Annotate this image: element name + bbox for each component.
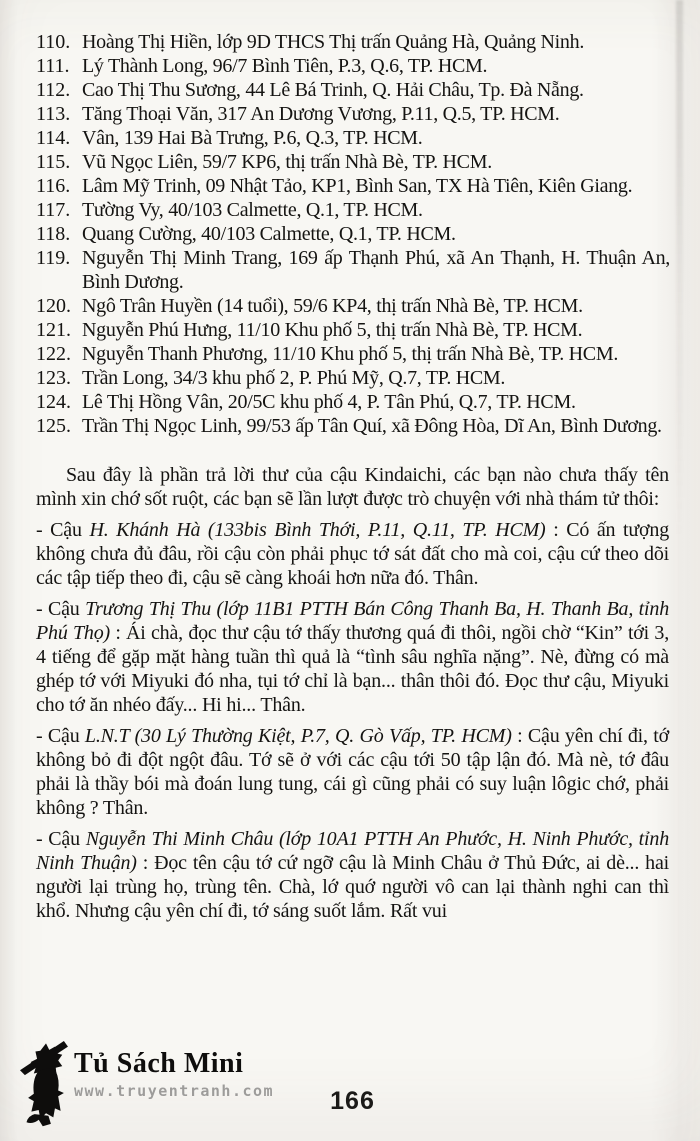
list-item-text: Vũ Ngọc Liên, 59/7 KP6, thị trấn Nhà Bè, TP. HCM. (82, 151, 492, 173)
list-item-text: Vân, 139 Hai Bà Trưng, P.6, Q.3, TP. HCM. (82, 127, 423, 149)
reply-body: : Đọc tên cậu tớ cứ ngỡ cậu là Minh Châu ở Thủ Đức, ai dè... hai người lại trùng họ, trùng tên. Chà, lớ quớ người vô can lại thành nghi can thì khổ. Nhưng cậu yên chí đi, tớ sáng suốt lắm. Rất vui (36, 852, 669, 922)
list-item (36, 366, 670, 390)
list-item (36, 414, 670, 438)
reply-prefix: - Cậu (36, 519, 90, 541)
list-item (36, 390, 670, 414)
reply-sender-name: L.N.T (30 Lý Thường Kiệt, P.7, Q. Gò Vấp, TP. HCM) (84, 725, 512, 747)
list-item-text: Lê Thị Hồng Vân, 20/5C khu phố 4, P. Tân Phú, Q.7, TP. HCM. (82, 391, 576, 413)
reply-prefix: - Cậu (36, 598, 86, 620)
reader-address-list (0, 0, 700, 438)
scan-artifact-streak (676, 0, 683, 540)
reply-sender-name: Trương Thị Thu (lớp 11B1 PTTH Bán Công Thanh Ba, H. Thanh Ba, tỉnh Phú Thọ) (36, 598, 669, 644)
reply-sender-name: H. Khánh Hà (133bis Bình Thới, P.11, Q.11, TP. HCM) (89, 519, 546, 541)
list-item (36, 78, 670, 102)
list-item (36, 294, 670, 318)
reply-prefix: - Cậu (36, 725, 85, 747)
reply-body: : Cậu yên chí đi, tớ không bỏ đi đột ngột đâu. Tớ sẽ ở với các cậu tới 50 tập lận đó. Mà nè, tớ đâu phải là thầy bói mà đoán lung tung, cái gì cũng phải có suy luận lôgic chớ, phải không ? Thân. (36, 725, 669, 819)
list-item-number: 118. (36, 223, 71, 245)
list-item-text: Trần Thị Ngọc Linh, 99/53 ấp Tân Quí, xã Đông Hòa, Dĩ An, Bình Dương. (82, 415, 662, 437)
reply-paragraph (36, 827, 669, 923)
list-item-number: 112. (36, 79, 71, 101)
page-number: 166 (330, 1087, 375, 1115)
list-item-number: 111. (36, 55, 70, 77)
list-item-number: 120. (36, 295, 71, 317)
list-item-number: 125. (36, 415, 71, 437)
list-item-text: Ngô Trân Huyền (14 tuổi), 59/6 KP4, thị trấn Nhà Bè, TP. HCM. (82, 295, 583, 317)
list-item-number: 121. (36, 319, 71, 341)
list-item-number: 110. (36, 31, 71, 53)
list-item-text: Quang Cường, 40/103 Calmette, Q.1, TP. HCM. (82, 223, 456, 245)
list-item-text: Cao Thị Thu Sương, 44 Lê Bá Trinh, Q. Hải Châu, Tp. Đà Nẵng. (82, 79, 584, 101)
intro-paragraph: Sau đây là phần trả lời thư của cậu Kindaichi, các bạn nào chưa thấy tên mình xin chớ sốt ruột, các bạn sẽ lần lượt được trò chuyện với nhà thám tử thôi: (36, 464, 669, 510)
list-item-text: Lý Thành Long, 96/7 Bình Tiên, P.3, Q.6, TP. HCM. (82, 55, 488, 77)
reply-paragraph (36, 518, 669, 590)
list-item-number: 123. (36, 367, 71, 389)
list-item-number: 113. (36, 103, 71, 125)
list-item-text: Tường Vy, 40/103 Calmette, Q.1, TP. HCM. (82, 199, 423, 221)
publisher-logo (20, 1034, 274, 1137)
list-item-number: 115. (36, 151, 71, 173)
list-item-number: 124. (36, 391, 71, 413)
list-item-text: Nguyễn Thanh Phương, 11/10 Khu phố 5, thị trấn Nhà Bè, TP. HCM. (82, 343, 619, 365)
list-item-text: Nguyễn Thị Minh Trang, 169 ấp Thạnh Phú, xã An Thạnh, H. Thuận An, Bình Dương. (82, 247, 670, 293)
list-item (36, 222, 670, 246)
list-item (36, 102, 670, 126)
reply-paragraph (36, 597, 669, 717)
website-url: www.truyentranh.com (74, 1082, 275, 1100)
list-item (36, 30, 670, 54)
list-item-text: Hoàng Thị Hiền, lớp 9D THCS Thị trấn Quảng Hà, Quảng Ninh. (82, 31, 585, 53)
list-item-number: 119. (36, 247, 71, 269)
brand-name: Tủ Sách Mini (74, 1048, 244, 1079)
reply-body: : Ái chà, đọc thư cậu tớ thấy thương quá đi thôi, ngồi chờ “Kin” tới 3, 4 tiếng để gặp mặt hàng tuần thì quả là “tình sâu nghĩa nặng”. Nè, đừng có mà ghép tớ với Miyuki đó nha, tụi tớ chỉ là bạn... thân thôi đó. Đọc thư cậu, Miyuki cho tớ ăn nhéo đấy... Hi hi... Thân. (36, 622, 669, 716)
list-item (36, 342, 670, 366)
list-item (36, 150, 670, 174)
list-item-text: Tăng Thoại Văn, 317 An Dương Vương, P.11, Q.5, TP. HCM. (82, 103, 560, 125)
reply-prefix: - Cậu (36, 828, 86, 850)
list-item-text: Nguyễn Phú Hưng, 11/10 Khu phố 5, thị trấn Nhà Bè, TP. HCM. (82, 319, 583, 341)
list-item (36, 126, 670, 150)
list-item-text: Lâm Mỹ Trinh, 09 Nhật Tảo, KP1, Bình San, TX Hà Tiên, Kiên Giang. (82, 175, 633, 197)
list-item-number: 116. (36, 175, 71, 197)
list-item (36, 318, 670, 342)
list-item (36, 54, 670, 78)
replies-section (0, 518, 700, 923)
reply-body: : Có ấn tượng không chưa đủ đâu, rồi cậu còn phải phục tớ sát đất cho mà coi, cậu cứ theo dõi các tập tiếp theo đi, cậu sẽ càng khoái hơn nữa đó. Thân. (36, 519, 670, 589)
list-item (36, 246, 670, 294)
reply-sender-name: Nguyễn Thi Minh Châu (lớp 10A1 PTTH An Phước, H. Ninh Phước, tỉnh Ninh Thuận) (36, 828, 669, 874)
list-item-number: 117. (36, 199, 71, 221)
list-item-text: Trần Long, 34/3 khu phố 2, P. Phú Mỹ, Q.7, TP. HCM. (82, 367, 506, 389)
logo-text-block (74, 1034, 274, 1100)
mascot-icon (20, 1036, 72, 1137)
list-item-number: 114. (36, 127, 71, 149)
list-item (36, 198, 670, 222)
list-item-number: 122. (36, 343, 71, 365)
list-item (36, 174, 670, 198)
reply-paragraph (36, 724, 669, 820)
